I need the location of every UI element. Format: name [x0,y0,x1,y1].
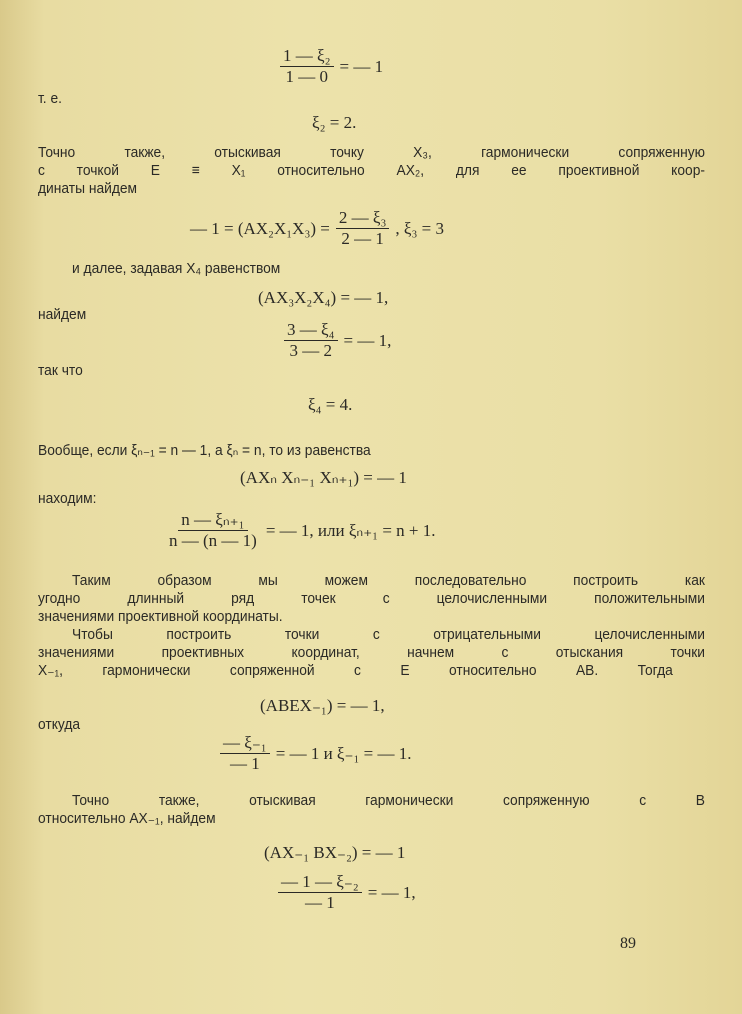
equation-9: (ABEX₋₁) = — 1, [260,696,385,715]
equation-12 [278,872,416,913]
numerator: n — ξₙ₊₁ [178,510,247,531]
equation-6: ξ₄ = 4. [308,395,353,414]
paragraph-line: Таким образом мы можем последовательно построить как [72,572,705,589]
paragraph-line: Точно также, отыскивая гармонически сопряженную с B [72,792,705,809]
paragraph-line: относительно AX₋₁, найдем [38,810,216,827]
paragraph-line: динаты найдем [38,180,138,197]
text-nakhodim: находим: [38,490,97,507]
numerator: 2 — ξ₃ [336,208,390,229]
page-number: 89 [620,935,636,952]
equation-3 [190,208,444,249]
paragraph-line: Вообще, если ξₙ₋₁ = n — 1, а ξₙ = n, то из равенства [38,442,371,459]
text-te: т. е. [38,90,62,107]
equation-8 [166,510,436,551]
paragraph-line: угодно длинный ряд точек с целочисленными положительными [38,590,705,607]
paragraph-line: значениями проективной координаты. [38,608,283,625]
rhs: = — 1, или ξₙ₊₁ = n + 1. [265,520,436,540]
paragraph-line: с точкой E ≡ X₁ относительно AX₂, для ее проективной коор- [38,162,705,179]
rhs: , ξ₃ = 3 [395,218,444,238]
equation-5 [284,320,391,361]
paragraph-line: значениями проективных координат, начнем с отыскания точки [38,644,705,661]
paragraph-line: Точно также, отыскивая точку X₃, гармонически сопряженную [38,144,705,161]
numerator: — 1 — ξ₋₂ [278,872,362,893]
denominator: 2 — 1 [341,229,384,248]
denominator: 3 — 2 [289,341,332,360]
equation-1 [280,46,383,87]
equation-2: ξ₂ = 2. [312,113,357,132]
equation-11: (AX₋₁ BX₋₂) = — 1 [264,843,406,862]
rhs: = — 1, [367,882,416,902]
denominator: 1 — 0 [285,67,328,86]
text-tak-chto: так что [38,362,83,379]
rhs: = — 1 и ξ₋₁ = — 1. [275,743,412,763]
rhs: = — 1, [343,330,392,350]
denominator: — 1 [229,754,260,773]
text-otkuda: откуда [38,716,81,733]
numerator: 1 — ξ₂ [280,46,334,67]
numerator: — ξ₋₁ [220,733,270,754]
paragraph-line: и далее, задавая X₄ равенством [72,260,281,277]
rhs: = — 1 [339,56,384,76]
denominator: — 1 [304,893,335,912]
text-naydem: найдем [38,306,87,323]
equation-10 [220,733,412,774]
paragraph-line: Чтобы построить точки с отрицательными целочисленными [72,626,705,643]
equation-4: (AX₃X₂X₄) = — 1, [258,288,389,307]
lhs: — 1 = (AX₂X₁X₃) = [190,218,330,238]
equation-7: (AXₙ Xₙ₋₁ Xₙ₊₁) = — 1 [240,468,407,487]
numerator: 3 — ξ₄ [284,320,338,341]
denominator: n — (n — 1) [169,531,257,550]
paragraph-line: X₋₁, гармонически сопряженной с E относительно AB. Тогда [38,662,673,679]
